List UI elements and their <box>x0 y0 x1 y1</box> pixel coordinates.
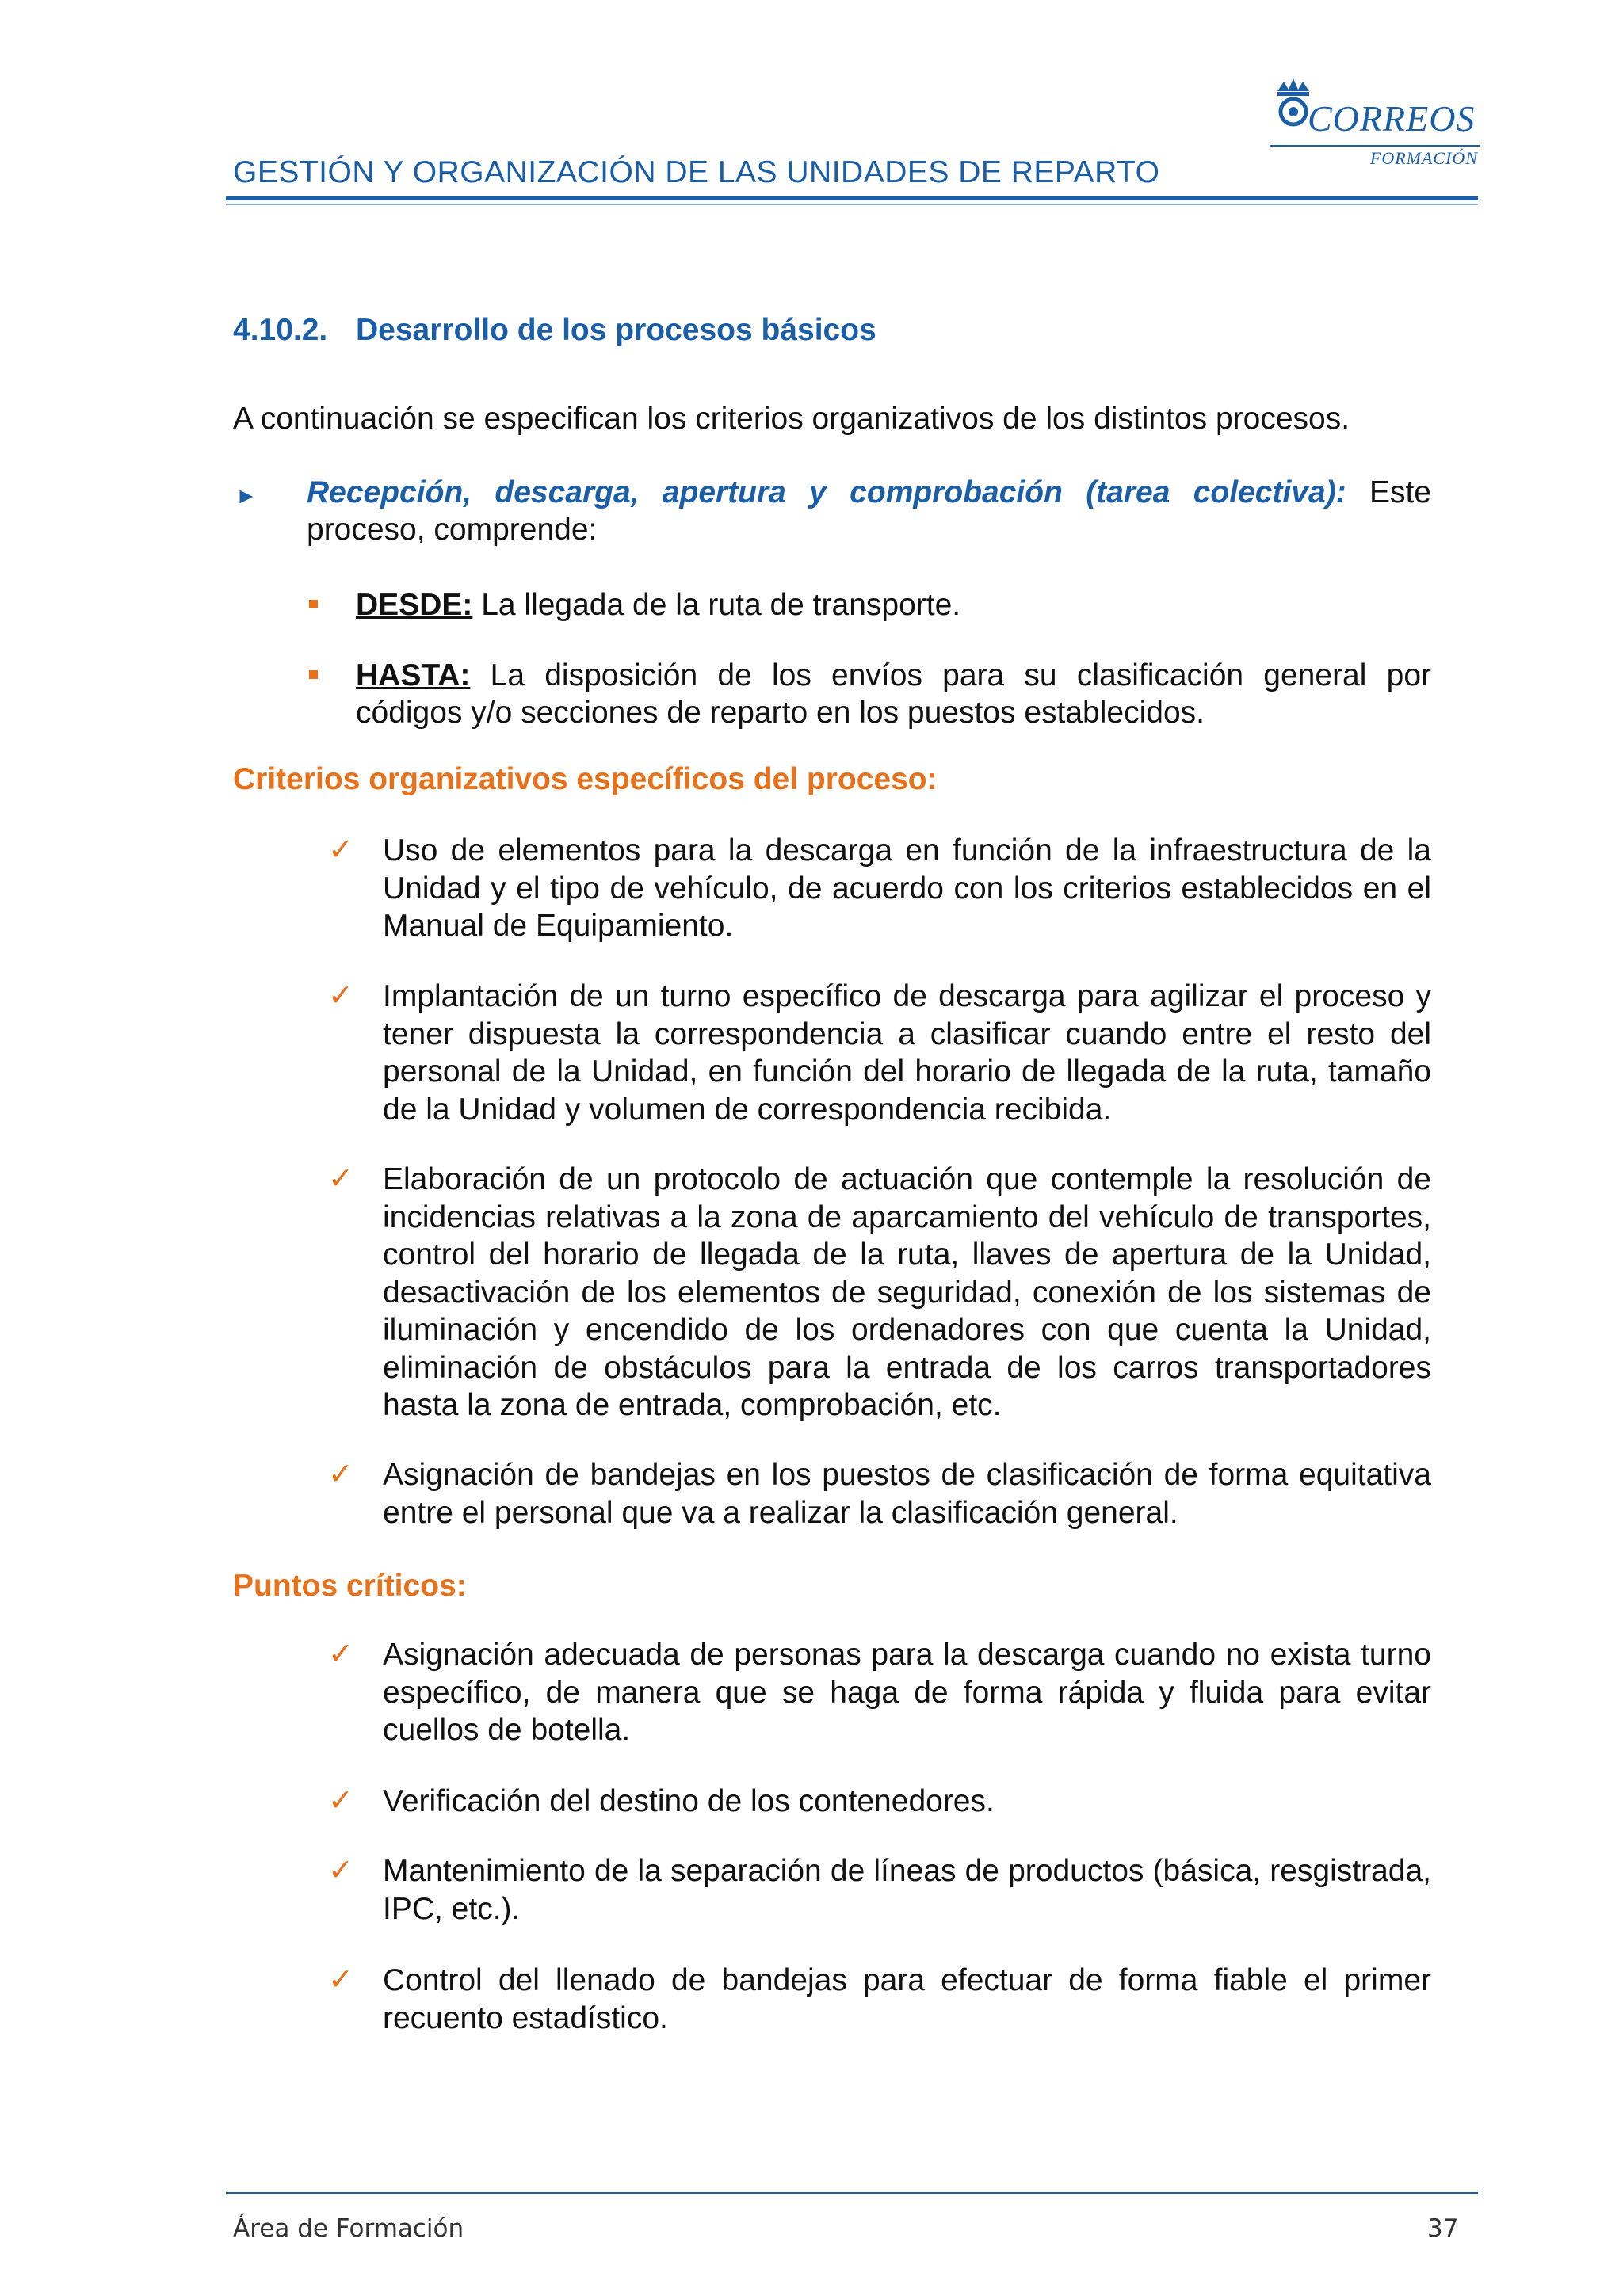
section-title: Desarrollo de los procesos básicos <box>356 313 876 347</box>
bullet-key: HASTA: <box>356 658 471 692</box>
process-item <box>233 474 1431 548</box>
list-item <box>328 1636 1431 1749</box>
bullet-text: La llegada de la ruta de transporte. <box>472 588 961 622</box>
process-text: Este proceso, comprende: <box>307 475 1431 547</box>
list-item <box>328 1161 1431 1425</box>
checkmark-icon: ✓ <box>328 1458 353 1491</box>
criteria-heading: Criterios organizativos específicos del proceso: <box>233 762 938 796</box>
criteria-text: Asignación de bandejas en los puestos de clasificación de forma equitativa entre el personal que va a realizar la clasificación general. <box>383 1458 1431 1530</box>
list-item <box>328 1852 1431 1928</box>
list-item <box>328 1456 1431 1531</box>
square-bullet-icon <box>309 600 318 608</box>
intro-paragraph: A continuación se especifican los criterios organizativos de los distintos procesos. <box>233 402 1350 436</box>
checkmark-icon: ✓ <box>328 979 353 1013</box>
logo-wordmark: CORREOS <box>1308 98 1476 139</box>
logo-divider <box>1270 145 1480 147</box>
list-item <box>328 832 1431 945</box>
footer-divider <box>226 2192 1478 2194</box>
correos-logo <box>1270 75 1480 174</box>
critical-points-heading: Puntos críticos: <box>233 1569 467 1603</box>
list-item <box>309 586 1431 624</box>
list-item <box>328 1783 1431 1821</box>
square-bullet-icon <box>309 670 318 679</box>
critical-text: Verificación del destino de los contenedores. <box>383 1784 995 1818</box>
list-item <box>309 657 1431 731</box>
list-item <box>328 1962 1431 2037</box>
checkmark-icon: ✓ <box>328 1638 353 1671</box>
criteria-text: Uso de elementos para la descarga en función de la infraestructura de la Unidad y el tipo de vehículo, de acuerdo con los criterios establecidos en el Manual de Equipamiento. <box>383 833 1431 943</box>
logo-subtitle: FORMACIÓN <box>1369 148 1478 168</box>
checkmark-icon: ✓ <box>328 1784 353 1817</box>
critical-text: Control del llenado de bandejas para efectuar de forma fiable el primer recuento estadístico. <box>383 1963 1431 2035</box>
page-number: 37 <box>1427 2214 1459 2243</box>
criteria-text: Implantación de un turno específico de descarga para agilizar el proceso y tener dispuesta la correspondencia a clasificar cuando entre el resto del personal de la Unidad, en función del horario de llegada de la ruta, tamaño de la Unidad y volumen de correspondencia recibida. <box>383 979 1431 1127</box>
bullet-text: La disposición de los envíos para su clasificación general por códigos y/o secciones de reparto en los puestos establecidos. <box>356 658 1431 730</box>
section-heading <box>233 313 876 348</box>
triangle-right-icon: ► <box>235 483 258 508</box>
criteria-text: Elaboración de un protocolo de actuación que contemple la resolución de incidencias relativas a la zona de aparcamiento del vehículo de transportes, control del horario de llegada de la ruta, llaves de apertura de la Unidad, desactivación de los elementos de seguridad, conexión de los sistemas de iluminación y encendido de los ordenadores con que cuenta la Unidad, eliminación de obstáculos para la entrada de los carros transportadores hasta la zona de entrada, comprobación, etc. <box>383 1162 1431 1422</box>
header-divider-thin <box>226 204 1478 205</box>
bullet-key: DESDE: <box>356 588 473 622</box>
process-description <box>307 474 1431 548</box>
checkmark-icon: ✓ <box>328 1162 353 1196</box>
document-header-title: GESTIÓN Y ORGANIZACIÓN DE LAS UNIDADES DE REPARTO <box>233 155 1160 189</box>
process-title: Recepción, descarga, apertura y comprobación (tarea colectiva): <box>307 475 1346 509</box>
checkmark-icon: ✓ <box>328 1963 353 1997</box>
section-number: 4.10.2. <box>233 313 328 347</box>
footer-label: Área de Formación <box>233 2214 464 2243</box>
critical-text: Asignación adecuada de personas para la descarga cuando no exista turno específico, de manera que se haga de forma rápida y fluida para evitar cuellos de botella. <box>383 1638 1431 1747</box>
checkmark-icon: ✓ <box>328 833 353 867</box>
header-divider <box>226 196 1478 200</box>
critical-text: Mantenimiento de la separación de líneas de productos (básica, resgistrada, IPC, etc.). <box>383 1854 1431 1926</box>
list-item <box>328 978 1431 1128</box>
checkmark-icon: ✓ <box>328 1854 353 1887</box>
